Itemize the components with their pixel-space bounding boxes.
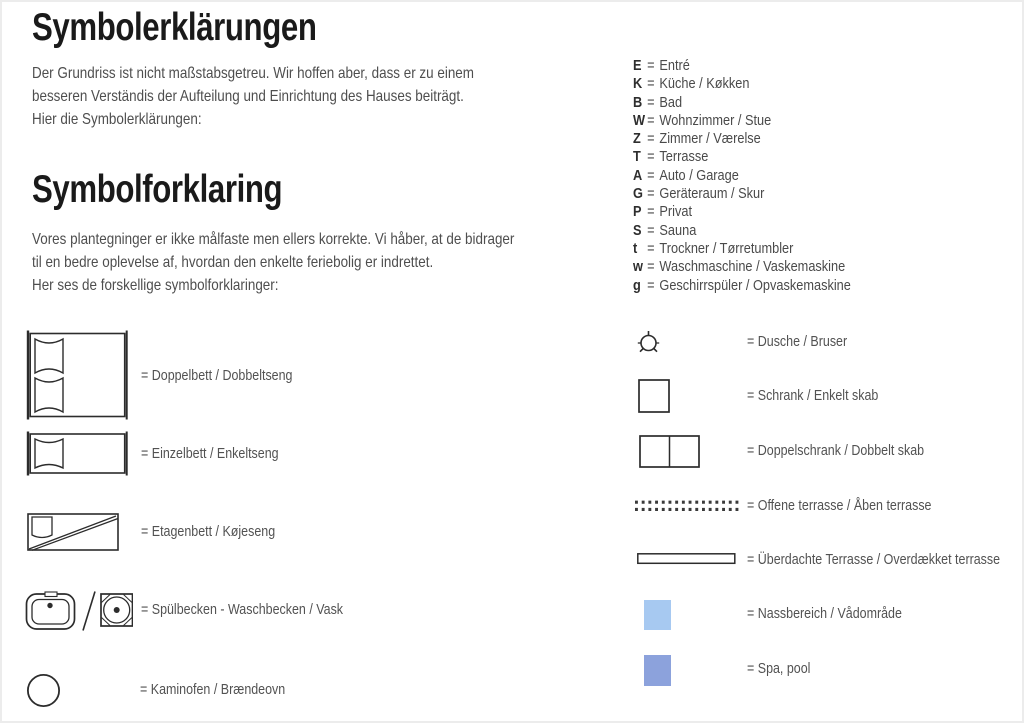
abbr-key: S [633,222,642,239]
single-bed-icon [26,431,129,476]
equals-sign: = [647,204,655,221]
abbr-label: Waschmaschine / Vaskemaskine [659,259,846,276]
abbr-label: Geschirrspüler / Opvaskemaskine [659,277,851,294]
abbr-key: t [633,240,638,257]
sink-washbasin-icon [25,590,133,632]
abbr-row-privat [633,203,851,221]
equals-sign: = [647,277,655,294]
page-title-danish: Symbolforklaring [32,168,283,211]
abbr-row-auto [633,167,851,185]
open-terrace-label: = Offene terrasse / Åben terrasse [747,498,932,514]
abbr-label: Auto / Garage [659,167,739,184]
abbr-row-sauna [633,222,851,240]
abbr-label: Privat [659,204,693,221]
abbr-key: K [633,76,643,93]
intro-paragraph-german [32,62,474,131]
abbr-label: Bad [659,94,683,111]
open-terrace-icon [634,499,740,513]
intro-danish-line2: til en bedre oplevelse af, hvordan den enkelte feriebolig er indrettet. [32,254,434,271]
abbr-key: W [633,112,646,129]
double-bed-icon [26,330,129,420]
equals-sign: = [647,112,655,129]
spa-pool-label: = Spa, pool [747,661,811,677]
abbr-row-bad [633,94,851,112]
wood-stove-label: = Kaminofen / Brændeovn [140,682,286,698]
abbr-row-wohnzimmer [633,112,851,130]
intro-paragraph-danish [32,228,514,297]
abbr-key: w [633,259,643,276]
single-cabinet-icon [638,379,670,413]
abbr-label: Sauna [659,222,697,239]
abbr-key: B [633,94,643,111]
abbr-key: Z [633,131,641,148]
room-abbreviation-list [633,57,851,295]
abbr-key: A [633,167,643,184]
intro-danish-line3: Her ses de forskellige symbolforklaringer: [32,277,279,294]
shower-drain-icon [635,329,662,356]
intro-german-line1: Der Grundriss ist nicht maßstabsgetreu. Wir hoffen aber, dass er zu einem [32,65,474,82]
equals-sign: = [647,76,655,93]
abbr-label: Geräteraum / Skur [659,186,765,203]
abbr-key: G [633,186,643,203]
covered-terrace-label: = Überdachte Terrasse / Overdækket terrasse [747,552,1001,568]
wet-area-icon [644,600,671,630]
intro-danish-line1: Vores plantegninger er ikke målfaste men ellers korrekte. Vi håber, at de bidrager [32,231,515,248]
abbr-row-kueche [633,75,851,93]
equals-sign: = [647,58,655,74]
equals-sign: = [647,259,655,276]
equals-sign: = [647,186,655,203]
abbr-row-geraeteraum [633,185,851,203]
wood-stove-icon [26,673,61,708]
intro-german-line2: besseren Verständis der Aufteilung und Einrichtung des Hauses beiträgt. [32,88,464,105]
abbr-key: T [633,149,641,166]
equals-sign: = [647,240,655,257]
single-bed-label: = Einzelbett / Enkeltseng [141,446,279,462]
equals-sign: = [647,167,655,184]
covered-terrace-icon [637,553,736,565]
abbr-row-geschirrspueler [633,277,851,295]
abbr-row-waschmaschine [633,258,851,276]
spa-pool-icon [644,655,671,686]
abbr-key: P [633,204,642,221]
abbr-row-zimmer [633,130,851,148]
abbr-label: Zimmer / Værelse [659,131,761,148]
intro-german-line3: Hier die Symbolerklärungen: [32,111,202,128]
double-bed-label: = Doppelbett / Dobbeltseng [141,368,293,384]
abbr-label: Trockner / Tørretumbler [659,240,794,257]
equals-sign: = [647,94,655,111]
abbr-key: E [633,58,642,74]
bunk-bed-icon [27,513,119,551]
bunk-bed-label: = Etagenbett / Køjeseng [141,524,276,540]
sink-washbasin-label: = Spülbecken - Waschbecken / Vask [141,602,344,618]
abbr-label: Entré [659,58,690,74]
abbr-row-terrasse [633,148,851,166]
abbr-row-trockner [633,240,851,258]
equals-sign: = [647,222,655,239]
abbr-row-entre [633,57,851,75]
wet-area-label: = Nassbereich / Vådområde [747,606,902,622]
single-cabinet-label: = Schrank / Enkelt skab [747,388,879,404]
equals-sign: = [647,131,655,148]
abbr-label: Terrasse [659,149,709,166]
double-cabinet-label: = Doppelschrank / Dobbelt skab [747,443,925,459]
double-cabinet-icon [639,435,700,468]
abbr-label: Wohnzimmer / Stue [659,112,772,129]
abbr-label: Küche / Køkken [659,76,750,93]
equals-sign: = [647,149,655,166]
page-title-german: Symbolerklärungen [32,6,317,49]
shower-drain-label: = Dusche / Bruser [747,334,848,350]
abbr-key: g [633,277,641,294]
